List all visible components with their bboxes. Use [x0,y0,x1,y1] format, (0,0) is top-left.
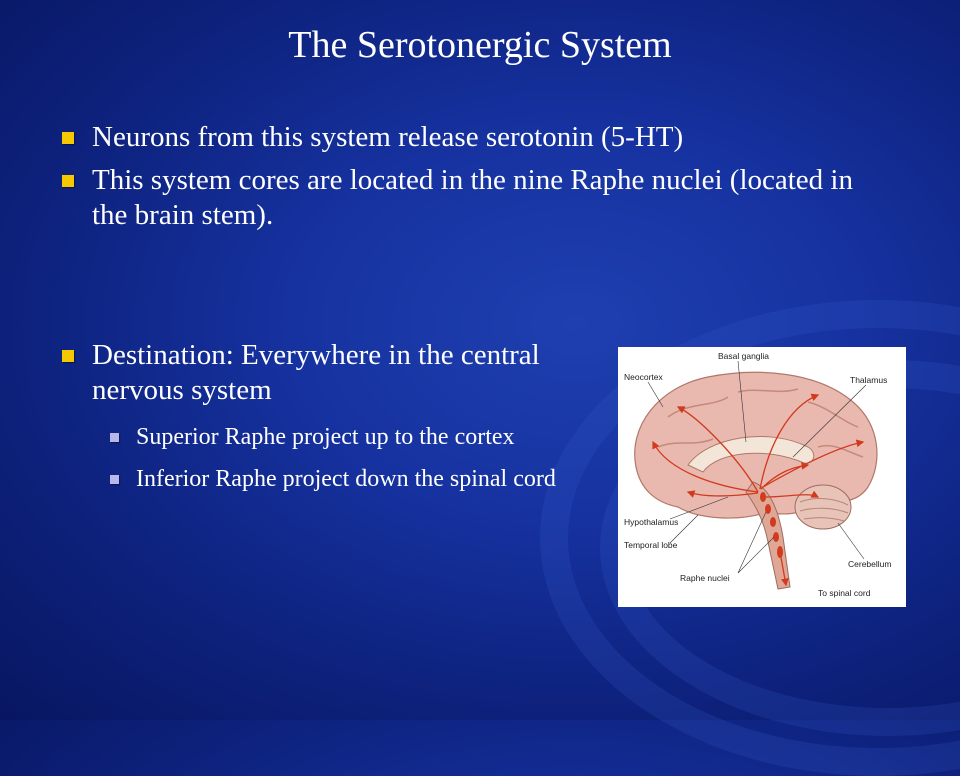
sub-bullet-marker [110,433,119,442]
label-hypothalamus: Hypothalamus [624,517,679,527]
bullet-text: This system cores are located in the nine Raphe nuclei (located in the brain stem). [92,164,853,231]
bullet-text: Neurons from this system release serotonin (5-HT) [92,121,684,153]
slide-title: The Serotonergic System [288,24,672,66]
bullet-marker [62,175,74,187]
top-bullet-list [60,120,890,233]
sub-bullet-inferior-raphe [106,464,560,494]
brain-diagram [618,347,906,607]
bullet-raphe-location [60,163,890,233]
sub-bullet-text: Inferior Raphe project down the spinal cord [136,466,556,492]
destination-bullet-list [60,338,560,494]
label-neocortex: Neocortex [624,372,663,382]
label-basal-ganglia: Basal ganglia [718,351,770,361]
cerebellum-shape [795,485,851,529]
label-thalamus: Thalamus [850,375,888,385]
label-cerebellum: Cerebellum [848,559,892,569]
sub-bullet-list [92,422,560,494]
label-to-spinal-cord: To spinal cord [818,588,871,598]
sub-bullet-marker [110,475,119,484]
bullet-serotonin-release [60,120,890,155]
bullet-marker [62,350,74,362]
label-temporal-lobe: Temporal lobe [624,540,678,550]
sub-bullet-text: Superior Raphe project up to the cortex [136,424,515,450]
brain-illustration [618,347,906,607]
bullet-marker [62,132,74,144]
bullet-destination [60,338,560,494]
bullet-text: Destination: Everywhere in the central nervous system [92,339,540,406]
label-raphe-nuclei: Raphe nuclei [680,573,730,583]
sub-bullet-superior-raphe [106,422,560,452]
